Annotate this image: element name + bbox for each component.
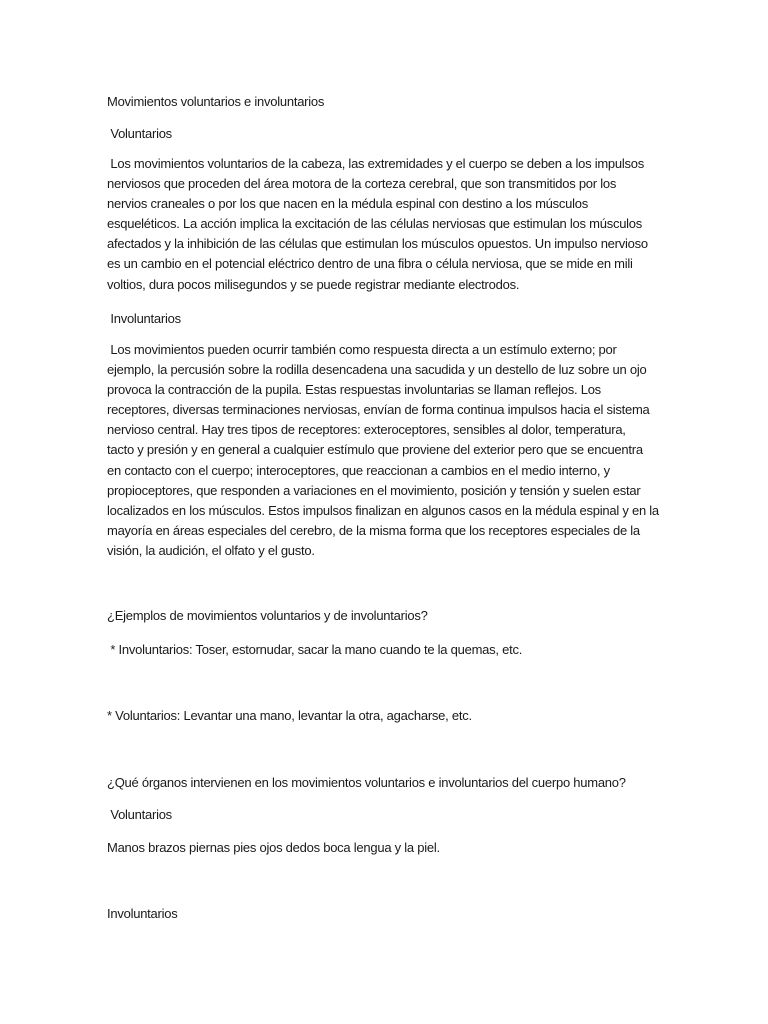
paragraph-line: tacto y presión y en general a cualquier estímulo que proviene del exterior pero que se encuentra [107,442,643,458]
organos-voluntarios-heading: Voluntarios [107,807,172,822]
ejemplos-question: ¿Ejemplos de movimientos voluntarios y de involuntarios? [107,608,428,623]
paragraph-line: Los movimientos pueden ocurrir también como respuesta directa a un estímulo externo; por [107,342,617,357]
paragraph-line: en contacto con el cuerpo; interoceptores, que reaccionan a cambios en el medio interno, y [107,462,610,478]
paragraph-line: voltios, dura pocos milisegundos y se puede registrar mediante electrodos. [107,276,520,292]
paragraph-line: ejemplo, la percusión sobre la rodilla desencadena una sacudida y un destello de luz sobre un ojo [107,362,647,378]
paragraph-line: nerviosos que proceden del área motora de la corteza cerebral, que son transmitidos por los [107,176,617,192]
paragraph-line: localizados en los músculos. Estos impulsos finalizan en algunos casos en la médula espinal y en la [107,502,659,518]
ejemplo-involuntarios: * Involuntarios: Toser, estornudar, sacar la mano cuando te la quemas, etc. [107,642,523,657]
paragraph-line: es un cambio en el potencial eléctrico dentro de una fibra o célula nerviosa, que se mide en mili [107,256,633,272]
involuntarios-paragraph [107,340,667,561]
paragraph-line: propioceptores, que responden a variaciones en el movimiento, posición y tensión y suelen estar [107,482,641,498]
paragraph-line: visión, la audición, el olfato y el gusto. [107,542,315,558]
organos-involuntarios-heading: Involuntarios [107,906,178,921]
paragraph-line: nervioso central. Hay tres tipos de receptores: exteroceptores, sensibles al dolor, temperatura, [107,422,626,438]
organos-voluntarios-text: Manos brazos piernas pies ojos dedos boca lengua y la piel. [107,840,440,855]
organos-question: ¿Qué órganos intervienen en los movimientos voluntarios e involuntarios del cuerpo humano? [107,775,626,790]
paragraph-line: afectados y la inhibición de las células que estimulan los músculos opuestos. Un impulso nervioso [107,236,648,252]
voluntarios-heading: Voluntarios [107,126,172,141]
paragraph-line: nervios craneales o por los que nacen en la médula espinal con destino a los músculos [107,196,588,212]
paragraph-line: Los movimientos voluntarios de la cabeza, las extremidades y el cuerpo se deben a los impulsos [107,156,644,171]
ejemplo-voluntarios: * Voluntarios: Levantar una mano, levantar la otra, agacharse, etc. [107,708,472,723]
paragraph-line: receptores, diversas terminaciones nerviosas, envían de forma continua impulsos hacia el sistema [107,402,650,418]
voluntarios-paragraph [107,154,667,295]
involuntarios-heading: Involuntarios [107,311,181,326]
paragraph-line: esqueléticos. La acción implica la excitación de las células nerviosas que estimulan los músculos [107,216,643,232]
document-title: Movimientos voluntarios e involuntarios [107,94,325,109]
paragraph-line: provoca la contracción de la pupila. Estas respuestas involuntarias se llaman reflejos. Los [107,382,601,398]
paragraph-line: mayoría en áreas especiales del cerebro, de la misma forma que los receptores especiales de la [107,522,640,538]
